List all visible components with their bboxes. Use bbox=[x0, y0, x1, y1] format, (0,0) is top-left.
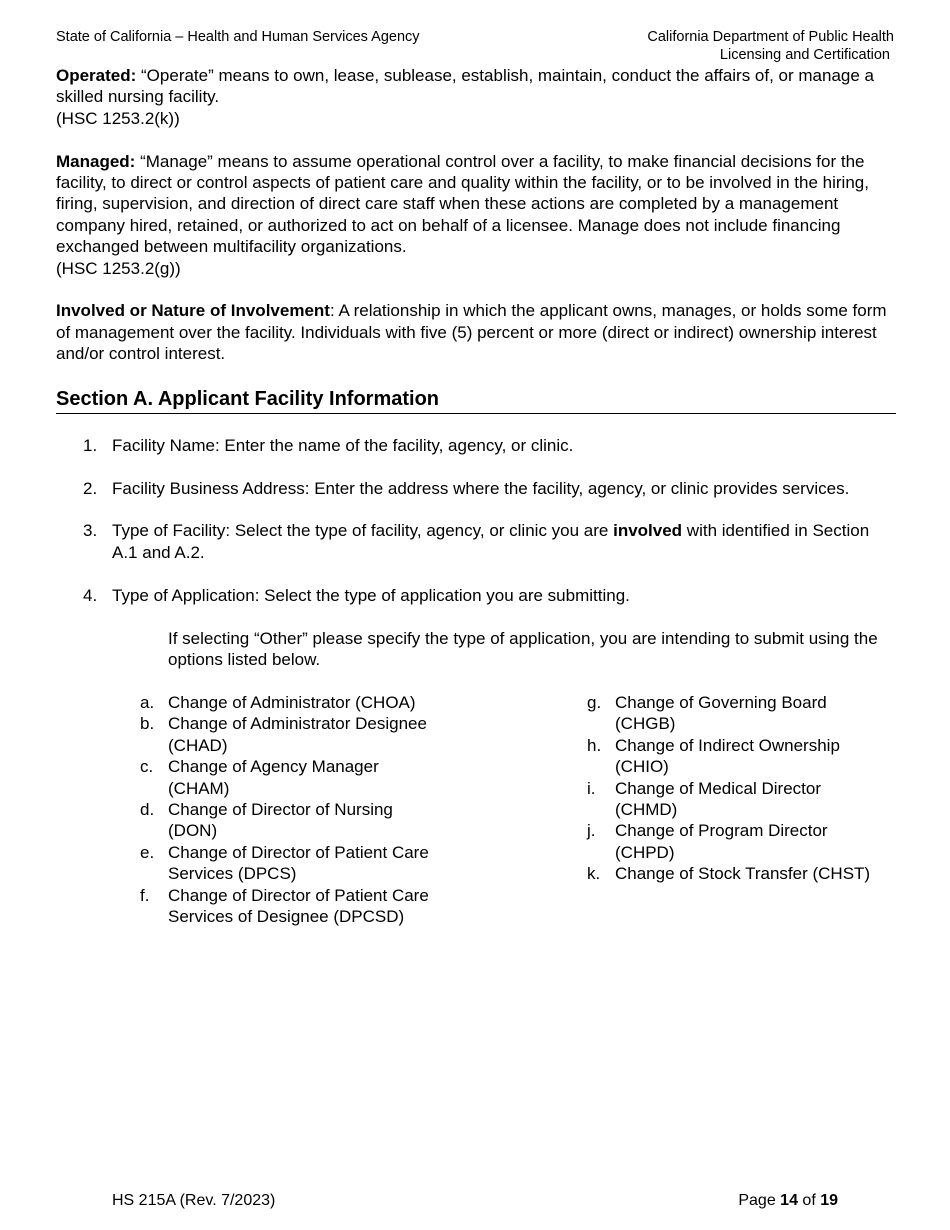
option-item: c. Change of Agency Manager (CHAM) bbox=[140, 757, 379, 798]
item-number: 4. bbox=[83, 585, 98, 605]
application-options bbox=[56, 692, 896, 927]
definition-text: “Manage” means to assume operational control over a facility, to make financial decisions for the facility, to direct or control aspects of patient care and quality within the facility, or to be involved in the hiring, firing, supervision, and direction of direct care staff when these actions are completed by a management company hired, retained, or authorized to act on behalf of a licensee. Manage does not include financing exchanged between multifacility organizations. bbox=[56, 151, 869, 257]
emphasis-involved: involved bbox=[613, 521, 683, 541]
header-division-name: Licensing and Certification bbox=[719, 47, 890, 63]
options-column-right bbox=[587, 692, 887, 927]
definition-text: “Operate” means to own, lease, sublease, establish, maintain, conduct the affairs of, or manage a skilled nursing facility. bbox=[56, 66, 875, 107]
options-column-left bbox=[56, 692, 587, 927]
definition-term: Managed: bbox=[56, 151, 136, 171]
option-item: h. Change of Indirect Ownership (CHIO) bbox=[587, 735, 840, 777]
option-item: j. Change of Program Director (CHPD) bbox=[587, 821, 828, 862]
footer-page-number: Page 14 of 19 bbox=[738, 1192, 838, 1209]
instruction-list bbox=[56, 435, 896, 607]
definition-term: Operated: bbox=[56, 66, 137, 85]
option-item: d. Change of Director of Nursing (DON) bbox=[140, 800, 393, 841]
total-pages: 19 bbox=[820, 1192, 838, 1209]
option-item: g. Change of Governing Board (CHGB) bbox=[587, 693, 827, 734]
option-item: k. Change of Stock Transfer (CHST) bbox=[587, 864, 871, 884]
option-item: a. Change of Administrator (CHOA) bbox=[140, 693, 416, 712]
definition-operated bbox=[56, 65, 896, 129]
item-number: 1. bbox=[83, 435, 98, 455]
item-number: 3. bbox=[83, 521, 98, 541]
current-page: 14 bbox=[780, 1192, 798, 1209]
footer-form-id: HS 215A (Rev. 7/2023) bbox=[112, 1192, 276, 1209]
option-item: b. Change of Administrator Designee (CHAD) bbox=[140, 714, 427, 755]
header-department-name: California Department of Public Health bbox=[647, 29, 894, 45]
list-item bbox=[56, 478, 896, 499]
item-text: Type of Facility: Select the type of facility, agency, or clinic you are involved with identified in Section A.1 and A.2. bbox=[112, 521, 870, 562]
page-content bbox=[56, 65, 896, 927]
definition-citation: (HSC 1253.2(g)) bbox=[56, 258, 181, 278]
option-item: f. Change of Director of Patient Care Services of Designee (DPCSD) bbox=[140, 885, 429, 927]
definition-citation: (HSC 1253.2(k)) bbox=[56, 108, 180, 128]
item-text: Facility Business Address: Enter the address where the facility, agency, or clinic provides services. bbox=[112, 478, 850, 498]
item-number: 2. bbox=[83, 478, 98, 498]
definition-involved bbox=[56, 300, 896, 364]
section-heading: Section A. Applicant Facility Information bbox=[56, 386, 896, 414]
definition-managed bbox=[56, 151, 896, 279]
list-item bbox=[56, 435, 896, 456]
definition-text: : A relationship in which the applicant owns, manages, or holds some form of management over the facility. Individuals with five (5) percent or more (direct or indirect) ownership interest and/or control interest. bbox=[56, 301, 887, 364]
option-item: e. Change of Director of Patient Care Services (DPCS) bbox=[140, 842, 429, 884]
header-agency: State of California – Health and Human Services Agency bbox=[56, 29, 420, 45]
item-text: Facility Name: Enter the name of the facility, agency, or clinic. bbox=[112, 435, 574, 455]
other-note: If selecting “Other” please specify the type of application, you are intending to submit using the options listed below. bbox=[168, 628, 878, 670]
header-department bbox=[647, 28, 894, 64]
item-text: Type of Application: Select the type of application you are submitting. bbox=[112, 585, 630, 605]
definition-term: Involved or Nature of Involvement bbox=[56, 301, 330, 321]
list-item bbox=[56, 520, 896, 563]
option-item: i. Change of Medical Director (CHMD) bbox=[587, 778, 821, 820]
list-item bbox=[56, 585, 896, 606]
